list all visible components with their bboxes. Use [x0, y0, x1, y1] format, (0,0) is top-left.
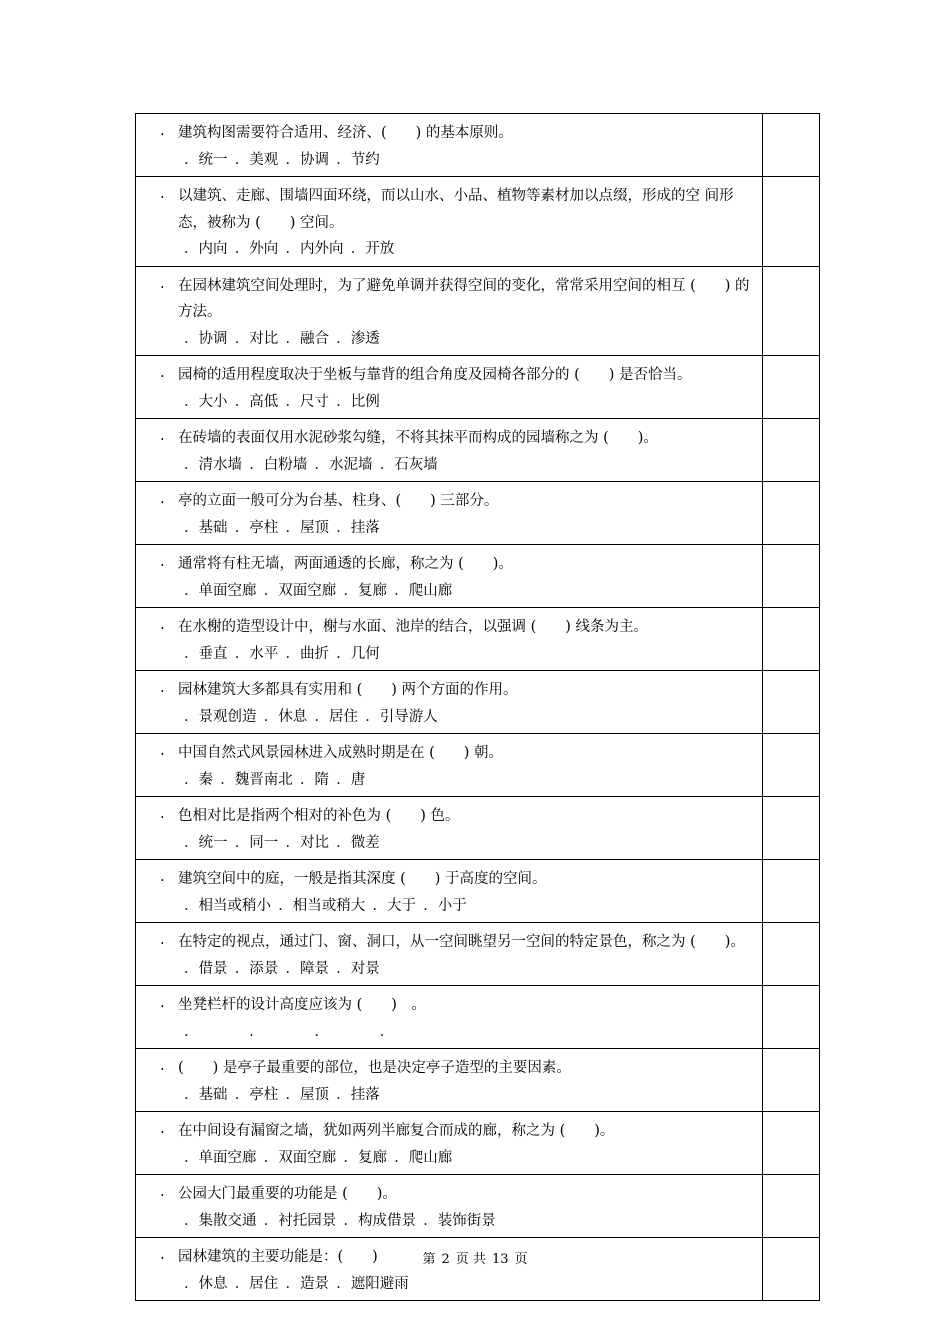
option-marker: ． [285, 834, 300, 851]
option-text: 景观创造 [198, 708, 257, 725]
option-text: 外向 [249, 241, 279, 257]
option-marker: ． [365, 708, 380, 725]
option-marker: ． [379, 1023, 395, 1040]
option-text: 几何 [350, 645, 380, 662]
question-cell [136, 419, 763, 482]
option-text: 石灰墙 [394, 456, 438, 473]
question-stem: . 园椅的适用程度取决于坐板与靠背的组合角度及园椅各部分的 ( ) 是否恰当。 [160, 362, 754, 389]
option-marker: ． [314, 456, 329, 473]
option-text: 爬山廊 [408, 582, 453, 599]
option-marker: ． [379, 456, 395, 473]
footer-suffix: 页 [514, 1252, 528, 1267]
option-text: 挂落 [350, 519, 380, 536]
option-marker: ． [372, 897, 387, 914]
question-options [160, 641, 754, 668]
option-marker: ． [184, 1212, 199, 1229]
answer-cell [763, 177, 820, 267]
option-text: 挂落 [350, 1086, 380, 1103]
question-stem: . 中国自然式风景园林进入成熟时期是在 ( ) 朝。 [160, 740, 754, 767]
option-marker: ． [336, 393, 351, 410]
option-marker: ． [184, 241, 199, 257]
option-marker: ． [184, 1149, 199, 1166]
option-marker: ． [184, 771, 199, 788]
option-marker: ． [263, 1212, 279, 1229]
option-marker: ． [234, 645, 250, 662]
question-cell [136, 1238, 763, 1301]
option-text: 单面空廊 [198, 582, 257, 599]
question-options [160, 578, 754, 605]
option-text: 造景 [300, 1275, 329, 1292]
question-options [160, 236, 754, 263]
option-text: 基础 [198, 519, 228, 536]
footer-prefix: 第 [422, 1252, 436, 1267]
option-marker: ． [184, 834, 199, 851]
option-marker: ． [343, 1212, 358, 1229]
option-text: 屋顶 [300, 519, 329, 536]
option-marker: ． [423, 1212, 438, 1229]
question-options [160, 956, 754, 983]
option-text: 相当或稍大 [292, 897, 366, 914]
question-cell [136, 671, 763, 734]
option-text: 尺寸 [300, 393, 329, 410]
question-row [136, 923, 820, 986]
question-options [160, 147, 754, 174]
option-marker: ． [336, 330, 351, 347]
option-text: 融合 [300, 330, 329, 347]
question-cell [136, 1175, 763, 1238]
option-text: 对比 [300, 834, 329, 851]
option-text: 复廊 [358, 1149, 387, 1166]
option-text: 内向 [198, 241, 228, 257]
option-marker: ． [350, 241, 366, 257]
option-text: 居住 [329, 708, 358, 725]
option-marker: ． [336, 645, 351, 662]
question-options [160, 1019, 754, 1046]
option-text: 节约 [350, 151, 380, 168]
question-row [136, 266, 820, 356]
option-marker: ． [234, 330, 250, 347]
option-marker: ． [184, 456, 199, 473]
option-marker: ． [336, 1275, 351, 1292]
page-footer [0, 1248, 950, 1267]
option-text: 隋 [314, 771, 329, 788]
answer-cell [763, 114, 820, 177]
question-stem: . 建筑空间中的庭，一般是指其深度 ( ) 于高度的空间。 [160, 866, 754, 893]
option-text: 亭柱 [249, 519, 279, 536]
footer-middle: 页 共 [455, 1252, 486, 1267]
question-row [136, 545, 820, 608]
question-cell [136, 608, 763, 671]
question-cell [136, 482, 763, 545]
question-cell [136, 986, 763, 1049]
question-row [136, 1238, 820, 1301]
question-stem: . 公园大门最重要的功能是 ( )。 [160, 1181, 754, 1208]
option-marker: ． [285, 1275, 300, 1292]
option-text: 双面空廊 [278, 1149, 337, 1166]
question-row [136, 1112, 820, 1175]
option-text: 相当或稍小 [198, 897, 271, 914]
question-options [160, 704, 754, 731]
question-row [136, 608, 820, 671]
option-text: 装饰街景 [437, 1212, 496, 1229]
option-text: 双面空廊 [278, 582, 337, 599]
question-options [160, 893, 754, 920]
question-stem: . 园林建筑大多都具有实用和 ( ) 两个方面的作用。 [160, 677, 754, 704]
question-options [160, 389, 754, 416]
answer-cell [763, 986, 820, 1049]
option-marker: ． [285, 241, 300, 257]
option-text: 大于 [387, 897, 416, 914]
answer-cell [763, 1112, 820, 1175]
option-text: 渗透 [350, 330, 380, 347]
option-marker: ． [184, 1023, 192, 1040]
question-cell [136, 356, 763, 419]
option-text: 对景 [350, 960, 380, 977]
option-marker: ． [184, 960, 199, 977]
option-marker: ． [285, 645, 300, 662]
question-stem: . 在水榭的造型设计中，榭与水面、池岸的结合，以强调 ( ) 线条为主。 [160, 614, 754, 641]
option-text: 同一 [249, 834, 279, 851]
option-text: 休息 [198, 1275, 228, 1292]
option-text: 水泥墙 [329, 456, 373, 473]
question-options [160, 452, 754, 479]
option-text: 统一 [198, 834, 228, 851]
option-marker: ． [234, 151, 250, 168]
option-text: 爬山廊 [408, 1149, 453, 1166]
footer-total-pages: 13 [491, 1252, 509, 1267]
question-cell [136, 266, 763, 356]
option-marker: ． [285, 393, 300, 410]
option-text: 统一 [198, 151, 228, 168]
option-text: 居住 [249, 1275, 279, 1292]
option-marker: ． [234, 1275, 250, 1292]
option-text: 大小 [198, 393, 228, 410]
answer-cell [763, 482, 820, 545]
question-stem: . 建筑构图需要符合适用、经济、( ) 的基本原则。 [160, 120, 754, 147]
option-marker: ． [314, 1023, 322, 1040]
question-stem: . 园林建筑的主要功能是：( ) [160, 1244, 754, 1271]
option-text: 屋顶 [300, 1086, 329, 1103]
option-marker: ． [285, 330, 300, 347]
question-cell [136, 797, 763, 860]
option-text: 魏晋南北 [234, 771, 293, 788]
option-text: 比例 [350, 393, 380, 410]
option-marker: ． [336, 519, 351, 536]
option-marker: ． [285, 519, 300, 536]
question-cell [136, 114, 763, 177]
question-options [160, 1208, 754, 1235]
question-cell [136, 545, 763, 608]
option-text: 高低 [249, 393, 279, 410]
answer-cell [763, 356, 820, 419]
question-cell [136, 923, 763, 986]
option-marker: ． [234, 241, 250, 257]
question-options [160, 326, 754, 353]
option-marker: ． [184, 582, 199, 599]
answer-cell [763, 797, 820, 860]
option-text: 添景 [249, 960, 279, 977]
option-marker: ． [184, 151, 199, 168]
option-marker: ． [343, 582, 358, 599]
option-marker: ． [184, 708, 199, 725]
option-text: 遮阳避雨 [350, 1275, 409, 1292]
option-marker: ． [423, 897, 438, 914]
option-marker: ． [184, 330, 199, 347]
footer-page-number: 2 [441, 1252, 450, 1267]
answer-cell [763, 545, 820, 608]
question-options [160, 1271, 754, 1298]
question-options [160, 767, 754, 794]
question-stem: . 坐凳栏杆的设计高度应该为 ( ) 。 [160, 992, 754, 1019]
option-text: 协调 [198, 330, 228, 347]
option-text: 集散交通 [198, 1212, 257, 1229]
option-marker: ． [220, 771, 235, 788]
option-marker: ． [278, 897, 293, 914]
option-marker: ． [285, 960, 300, 977]
option-text: 亭柱 [249, 1086, 279, 1103]
option-text: 借景 [198, 960, 228, 977]
option-text: 休息 [278, 708, 308, 725]
option-text: 内外向 [300, 241, 344, 257]
option-marker: ． [394, 582, 409, 599]
question-cell [136, 177, 763, 267]
question-cell [136, 734, 763, 797]
question-options [160, 1082, 754, 1109]
option-text: 微差 [350, 834, 380, 851]
option-text: 复廊 [358, 582, 387, 599]
question-stem: . 在园林建筑空间处理时，为了避免单调并获得空间的变化，常常采用空间的相互 ( ) 的方法。 [160, 273, 754, 326]
question-row [136, 114, 820, 177]
option-marker: ． [234, 834, 250, 851]
question-stem: . ( ) 是亭子最重要的部位，也是决定亭子造型的主要因素。 [160, 1055, 754, 1082]
option-marker: ． [263, 708, 279, 725]
answer-cell [763, 608, 820, 671]
option-marker: ． [184, 519, 199, 536]
option-marker: ． [263, 1149, 279, 1166]
question-row [136, 671, 820, 734]
question-stem: . 在特定的视点，通过门、窗、洞口，从一空间眺望另一空间的特定景色，称之为 ( )。 [160, 929, 754, 956]
option-text: 水平 [249, 645, 279, 662]
option-text: 垂直 [198, 645, 228, 662]
question-stem: . 通常将有柱无墙，两面通透的长廊，称之为 ( )。 [160, 551, 754, 578]
question-row [136, 797, 820, 860]
question-table [135, 113, 820, 1301]
option-text: 对比 [249, 330, 279, 347]
option-text: 小于 [437, 897, 467, 914]
option-text: 白粉墙 [263, 456, 308, 473]
question-row [136, 482, 820, 545]
answer-cell [763, 1049, 820, 1112]
option-marker: ． [314, 708, 329, 725]
option-text: 基础 [198, 1086, 228, 1103]
question-cell [136, 1112, 763, 1175]
question-row [136, 356, 820, 419]
option-marker: ． [234, 1086, 250, 1103]
option-text: 协调 [300, 151, 329, 168]
answer-cell [763, 860, 820, 923]
option-marker: ． [336, 771, 351, 788]
option-marker: ． [184, 393, 199, 410]
option-marker: ． [336, 960, 351, 977]
option-marker: ． [234, 960, 250, 977]
option-text: 衬托园景 [278, 1212, 337, 1229]
question-row [136, 177, 820, 267]
question-stem: . 以建筑、走廊、围墙四面环绕，而以山水、小品、植物等素材加以点缀，形成的空 间形态，被称为 ( ) 空间。 [160, 183, 754, 236]
question-options [160, 515, 754, 542]
option-marker: ． [285, 151, 300, 168]
option-marker: ． [336, 1086, 351, 1103]
answer-cell [763, 671, 820, 734]
answer-cell [763, 266, 820, 356]
option-marker: ． [184, 1086, 199, 1103]
option-marker: ． [249, 456, 264, 473]
question-row [136, 734, 820, 797]
question-row [136, 986, 820, 1049]
option-marker: ． [234, 519, 250, 536]
question-stem: . 亭的立面一般可分为台基、柱身、( ) 三部分。 [160, 488, 754, 515]
option-text: 障景 [300, 960, 329, 977]
option-marker: ． [234, 393, 250, 410]
question-row [136, 1175, 820, 1238]
question-options [160, 830, 754, 857]
question-stem: . 在中间设有漏窗之墙，犹如两列半廊复合而成的廊，称之为 ( )。 [160, 1118, 754, 1145]
question-cell [136, 1049, 763, 1112]
answer-cell [763, 1238, 820, 1301]
question-options [160, 1145, 754, 1172]
option-text: 开放 [365, 241, 395, 257]
option-text: 引导游人 [379, 708, 438, 725]
option-text: 清水墙 [198, 456, 242, 473]
answer-cell [763, 734, 820, 797]
option-marker: ． [184, 1275, 199, 1292]
option-text: 曲折 [300, 645, 329, 662]
option-marker: ． [343, 1149, 358, 1166]
option-text: 美观 [249, 151, 279, 168]
option-marker: ． [336, 834, 351, 851]
question-row [136, 1049, 820, 1112]
option-marker: ． [249, 1023, 257, 1040]
option-marker: ． [184, 897, 199, 914]
option-marker: ． [263, 582, 279, 599]
option-text: 构成借景 [358, 1212, 416, 1229]
option-text: 秦 [198, 771, 213, 788]
option-marker: ． [184, 645, 199, 662]
answer-cell [763, 1175, 820, 1238]
question-cell [136, 860, 763, 923]
answer-cell [763, 923, 820, 986]
option-marker: ． [285, 1086, 300, 1103]
option-marker: ． [300, 771, 315, 788]
question-row [136, 419, 820, 482]
option-text: 单面空廊 [198, 1149, 257, 1166]
question-row [136, 860, 820, 923]
answer-cell [763, 419, 820, 482]
option-text: 唐 [350, 771, 366, 788]
option-marker: ． [336, 151, 351, 168]
question-stem: . 色相对比是指两个相对的补色为 ( ) 色。 [160, 803, 754, 830]
question-stem: . 在砖墙的表面仅用水泥砂浆勾缝，不将其抹平而构成的园墙称之为 ( )。 [160, 425, 754, 452]
option-marker: ． [394, 1149, 409, 1166]
